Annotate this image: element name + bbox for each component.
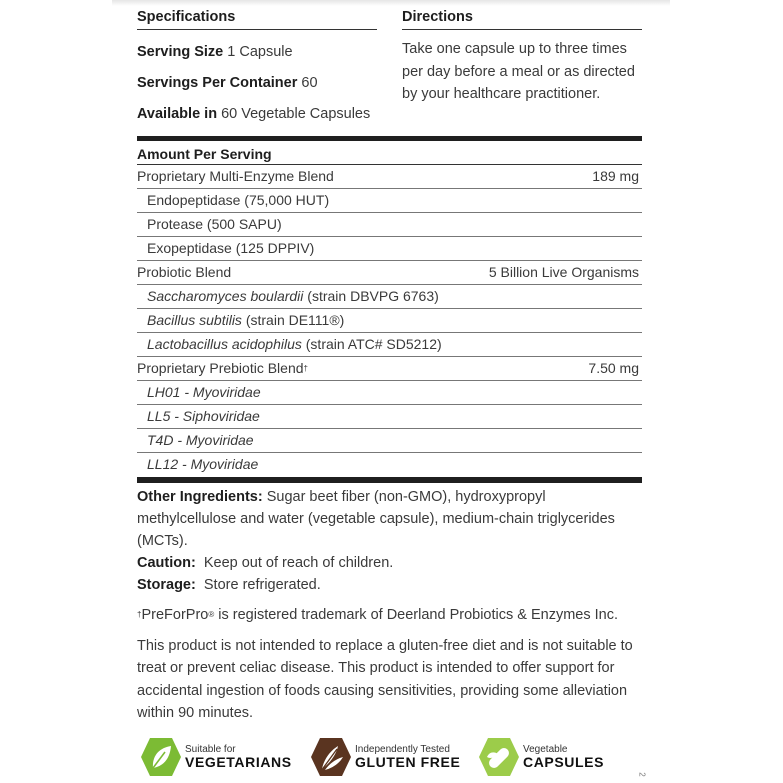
ingredient-name xyxy=(147,405,260,428)
table-row xyxy=(137,165,642,189)
spec-directions-section xyxy=(137,6,642,131)
table-row xyxy=(137,309,642,333)
badge-small-text: Independently Tested xyxy=(355,744,450,755)
storage-text: Store refrigerated. xyxy=(195,577,321,593)
specifications-column xyxy=(137,6,377,123)
table-row xyxy=(137,261,642,285)
table-row xyxy=(137,381,642,405)
ingredient-name xyxy=(147,309,344,332)
caution-label: Caution: xyxy=(137,555,196,571)
other-ingredients xyxy=(137,486,642,552)
table-row xyxy=(137,189,642,213)
trademark-text: is registered trademark of Deerland Probiotics & Enzymes Inc. xyxy=(214,607,618,623)
badge-vegetarians xyxy=(140,737,292,777)
capsule-icon xyxy=(478,737,520,777)
ingredient-name xyxy=(137,261,231,284)
spec-value: 60 xyxy=(301,75,318,91)
ingredient-italic: LL5 - Siphoviridae xyxy=(147,408,260,424)
ingredient-name xyxy=(147,453,258,477)
ingredient-italic: Lactobacillus acidophilus xyxy=(147,336,302,352)
spec-value: 60 Vegetable Capsules xyxy=(221,106,371,122)
ingredient-text: (strain DBVPG 6763) xyxy=(303,288,439,304)
table-row xyxy=(137,333,642,357)
other-ingredients-label: Other Ingredients: xyxy=(137,489,263,505)
table-bottom-bar xyxy=(137,477,642,483)
serving-size xyxy=(137,43,377,61)
storage xyxy=(137,574,642,596)
badge-big-text: VEGETARIANS xyxy=(185,754,292,770)
ingredients-section xyxy=(137,486,642,596)
badge-big-text: GLUTEN FREE xyxy=(355,754,461,770)
ingredient-text: Endopeptidase (75,000 HUT) xyxy=(147,192,330,208)
trademark-note xyxy=(137,604,657,626)
ingredient-name xyxy=(137,165,334,188)
registered-mark: ® xyxy=(208,610,215,619)
dagger-mark: † xyxy=(137,610,142,619)
ingredient-amount: 7.50 mg xyxy=(588,360,639,376)
servings-per-container xyxy=(137,74,377,92)
other-ingredients-text: Sugar beet fiber (non-GMO), hydroxypropyl methylcellulose and water (vegetable capsule), medium-chain triglycerides (MCTs). xyxy=(137,489,615,549)
ingredient-name xyxy=(147,237,314,260)
spec-label: Servings Per Container xyxy=(137,75,298,91)
ingredient-text: Protease (500 SAPU) xyxy=(147,216,282,232)
caution xyxy=(137,552,642,574)
badges-row xyxy=(137,737,642,777)
ingredient-amount: 189 mg xyxy=(592,168,639,184)
badge-small-text: Vegetable xyxy=(523,744,568,755)
ingredient-name xyxy=(147,189,329,212)
table-row xyxy=(137,405,642,429)
directions-heading: Directions xyxy=(402,6,642,30)
ingredient-italic: LH01 - Myoviridae xyxy=(147,384,261,400)
ingredient-name xyxy=(147,429,254,452)
table-row xyxy=(137,357,642,381)
corner-mark: 2 xyxy=(637,772,647,777)
ingredient-text: (strain ATC# SD5212) xyxy=(301,336,442,352)
badge-gluten-free xyxy=(310,737,460,777)
supplement-facts-table xyxy=(137,136,642,483)
caution-text: Keep out of reach of children. xyxy=(195,555,394,571)
leaf-icon xyxy=(140,737,182,777)
ingredient-text: Proprietary Prebiotic Blend xyxy=(137,360,304,376)
ingredient-amount: 5 Billion Live Organisms xyxy=(488,264,639,280)
ingredient-italic: LL12 - Myoviridae xyxy=(147,456,259,472)
table-row xyxy=(137,453,642,477)
available-in xyxy=(137,105,377,123)
specifications-heading: Specifications xyxy=(137,6,377,30)
table-row xyxy=(137,237,642,261)
amount-per-serving-heading: Amount Per Serving xyxy=(137,141,642,165)
ingredient-italic: Saccharomyces boulardii xyxy=(147,288,304,304)
badge-big-text: CAPSULES xyxy=(523,754,605,770)
ingredient-text: Probiotic Blend xyxy=(137,264,232,280)
storage-label: Storage: xyxy=(137,577,196,593)
facts-rows xyxy=(137,165,642,477)
table-row xyxy=(137,285,642,309)
table-row xyxy=(137,429,642,453)
directions-column xyxy=(402,6,642,106)
ingredient-text: (strain DE111®) xyxy=(241,312,345,328)
disclaimer: This product is not intended to replace a gluten-free diet and is not suitable to treat or prevent celiac disease. This product is intended to offer support for accidental ingestion of foods causing sensitivities, providing some alleviation within 90 minutes. xyxy=(137,638,633,721)
ingredient-name xyxy=(147,333,442,356)
table-row xyxy=(137,213,642,237)
badge-vegetable-capsules xyxy=(478,737,604,777)
spec-label: Available in xyxy=(137,106,218,122)
directions-text: Take one capsule up to three times per day before a meal or as directed by your healthcare practitioner. xyxy=(402,41,635,102)
ingredient-italic: T4D - Myoviridae xyxy=(147,432,254,448)
ingredient-text: Proprietary Multi-Enzyme Blend xyxy=(137,168,334,184)
badge-small-text: Suitable for xyxy=(185,744,236,755)
spec-value: 1 Capsule xyxy=(227,44,293,60)
ingredient-text: Exopeptidase (125 DPPIV) xyxy=(147,240,315,256)
ingredient-name xyxy=(147,213,282,236)
ingredient-name xyxy=(137,357,308,380)
ingredient-name xyxy=(147,285,439,308)
ingredient-name xyxy=(147,381,261,404)
dagger-mark: † xyxy=(303,364,308,373)
wheat-icon xyxy=(310,737,352,777)
ingredient-italic: Bacillus subtilis xyxy=(147,312,242,328)
brand-name: PreForPro xyxy=(141,607,209,623)
spec-label: Serving Size xyxy=(137,44,224,60)
